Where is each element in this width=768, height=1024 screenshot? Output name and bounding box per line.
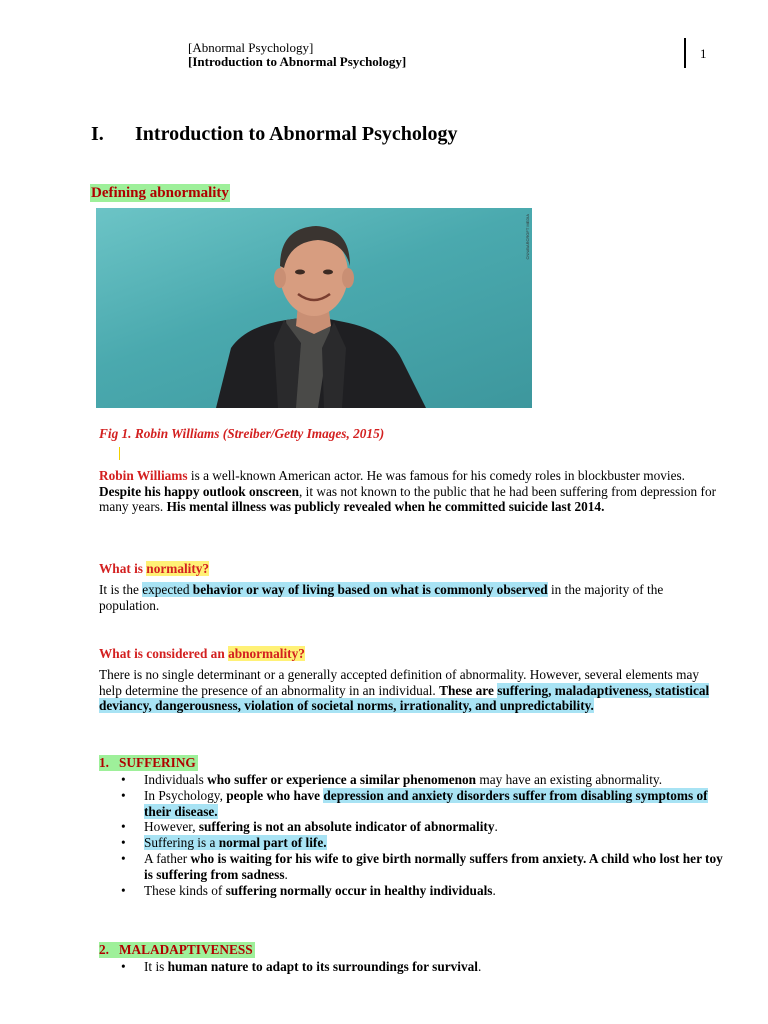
running-header-2: [Introduction to Abnormal Psychology] [188,54,407,69]
maladaptiveness-b1c: . [477,959,482,974]
intro-bold-1: Despite his happy outlook onscreen [99,483,299,499]
abnormality-paragraph [99,667,724,714]
maladaptiveness-b1b: human nature to adapt to its surroundings for survival [167,959,478,974]
list-item [99,819,727,835]
abnormality-question [99,646,305,662]
maladaptiveness-heading: 2. MALADAPTIVENESS [99,942,253,957]
suffering-b4a: Suffering is a [144,835,219,851]
suffering-b2b: people who have [226,787,324,803]
section-numeral: I. [91,123,104,145]
abnormality-question-prefix: What is considered an [99,646,229,661]
list-item [99,851,727,883]
normality-answer-4: in the majority of the population. [99,582,664,613]
suffering-b1b: who suffer or experience a similar phenomenon [207,772,477,787]
suffering-b5a: A father [144,850,191,866]
intro-paragraph [99,468,724,515]
page-title: Introduction to Abnormal Psychology [135,123,458,145]
suffering-b6c: . [492,882,496,898]
suffering-b5c: . [284,866,288,882]
list-item [99,959,727,975]
suffering-b3a: However, [144,819,199,835]
suffering-list [99,772,727,898]
list-item [99,883,727,899]
maladaptiveness-list [99,959,727,975]
suffering-heading: 1. SUFFERING [99,755,196,770]
suffering-b2c: depression and anxiety disorders suffer from disabling symptoms of their disease. [144,787,708,819]
normality-question [99,561,209,577]
intro-text-2: , it was not known to the public that he had been suffering from depression for many years. [99,483,717,514]
robin-williams-photo [96,208,532,408]
suffering-b4b: normal part of life. [218,835,327,851]
abnormality-text-1: There is no single determinant or a generally accepted definition of abnormality. However, several elements may help determine the presence of an abnormality in an individual. [99,667,700,698]
suffering-b3c: . [494,819,498,835]
list-item [99,772,727,788]
suffering-b6b: suffering normally occur in healthy individuals [225,882,493,898]
maladaptiveness-b1a: It is [144,959,168,974]
abnormality-text-2: These are [439,682,498,698]
abnormality-question-highlight: abnormality? [228,646,305,661]
list-item [99,835,727,851]
figure-caption: Fig 1. Robin Williams (Streiber/Getty Images, 2015) [99,426,385,441]
normality-answer [99,582,724,613]
header-rule [684,38,686,68]
normality-answer-3: behavior or way of living based on what is commonly observed [192,582,548,597]
normality-answer-1: It is the [99,582,143,597]
intro-bold-2: His mental illness was publicly revealed when he committed suicide last 2014. [166,499,605,514]
abnormality-text-3: suffering, maladaptiveness, statistical deviancy, dangerousness, violation of societal norms, irrationality, and unpredictability. [99,682,710,713]
suffering-b5b: who is waiting for his wife to give birth normally suffers from anxiety. A child who lost her toy is suffering from sadness [144,850,723,882]
normality-question-highlight: normality? [146,561,210,576]
list-item [99,788,727,820]
suffering-b6a: These kinds of [144,882,226,898]
defining-heading: Defining abnormality [91,185,229,201]
normality-answer-2: expected [142,582,193,597]
suffering-b3b: suffering is not an absolute indicator of abnormality [198,819,495,835]
intro-text-1: is a well-known American actor. He was famous for his comedy roles in blockbuster movies. [187,468,685,483]
portrait-illustration [96,208,532,408]
suffering-b2a: In Psychology, [144,787,227,803]
intro-name: Robin Williams [99,468,188,483]
text-cursor [119,447,120,460]
suffering-b1a: Individuals [144,772,208,787]
page-number: 1 [700,46,707,61]
running-header-1: [Abnormal Psychology] [188,40,314,55]
normality-question-prefix: What is [99,561,147,576]
suffering-b1c: may have an existing abnormality. [476,772,663,787]
photo-credit: CNN/BARCROFT MEDIA [525,214,530,260]
